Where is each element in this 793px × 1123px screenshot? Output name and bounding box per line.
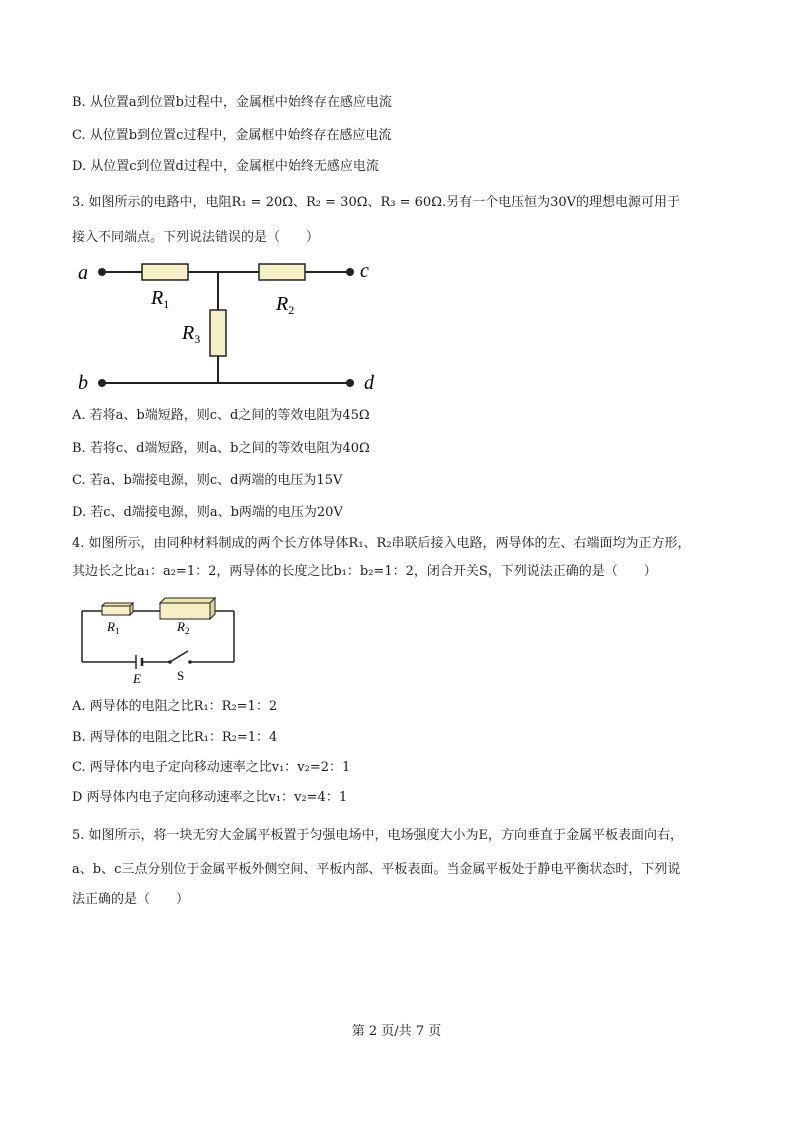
q4-label-s: S [177, 668, 185, 683]
q3-circuit-diagram [72, 255, 392, 395]
q4-switch-blade [170, 651, 188, 662]
q3-option-c: C. 若a、b端接电源，则c、d两端的电压为15V [72, 473, 343, 488]
q3-label-d: d [364, 372, 374, 394]
q4-stem-line2: 其边长之比a₁：a₂=1：2，两导体的长度之比b₁：b₂=1：2，闭合开关S，下列说法正确的是（ ） [72, 564, 657, 579]
q4-option-b: B. 两导体的电阻之比R₁：R₂=1：4 [72, 730, 278, 745]
q4-switch-contact [188, 660, 192, 664]
q3-stem-line2: 接入不同端点。下列说法错误的是（ ） [72, 230, 320, 245]
q2-option-b: B. 从位置a到位置b过程中，金属框中始终存在感应电流 [72, 95, 392, 110]
q3-label-a: a [78, 262, 88, 284]
q3-resistor-r2 [259, 264, 305, 280]
q4-option-c: C. 两导体内电子定向移动速率之比v₁：v₂=2：1 [72, 760, 351, 775]
q3-option-b: B. 若将c、d端短路，则a、b之间的等效电阻为40Ω [72, 441, 370, 456]
q5-stem-line2: a、b、c三点分别位于金属平板外侧空间、平板内部、平板表面。当金属平板处于静电平衡状态时，下列说 [72, 862, 681, 877]
q4-conductor-r2-top [160, 598, 215, 603]
q3-terminal-a-dot [98, 268, 106, 276]
q4-stem-line1: 4. 如图所示，由同种材料制成的两个长方体导体R₁、R₂串联后接入电路，两导体的左、右端面均为正方形， [72, 536, 691, 551]
q2-option-c: C. 从位置b到位置c过程中，金属框中始终存在感应电流 [72, 128, 392, 143]
q3-stem-line1: 3. 如图所示的电路中，电阻R₁ = 20Ω、R₂ = 30Ω、R₃ = 60Ω.另有一个电压恒为30V的理想电源可用于 [72, 195, 681, 210]
q3-label-r1: $R_1$ [151, 287, 170, 311]
q3-label-c: c [360, 260, 369, 282]
q4-label-e: E [133, 671, 141, 686]
q3-label-b: b [78, 372, 88, 394]
q3-label-r3: $R_3$ [182, 322, 201, 346]
q4-label-r1: $R_1$ [107, 619, 120, 636]
q4-label-r2: $R_2$ [177, 619, 190, 636]
q3-option-a: A. 若将a、b端短路，则c、d之间的等效电阻为45Ω [72, 408, 370, 423]
q3-resistor-r3 [210, 310, 226, 356]
q5-stem-line3: 法正确的是（ ） [72, 892, 190, 907]
q3-label-r2: $R_2$ [276, 293, 295, 317]
q3-terminal-c-dot [346, 268, 354, 276]
q4-option-d: D 两导体内电子定向移动速率之比v₁：v₂=4：1 [72, 790, 348, 805]
page-footer: 第 2 页/共 7 页 [351, 1024, 442, 1039]
q2-option-d: D. 从位置c到位置d过程中，金属框中始终无感应电流 [72, 159, 379, 174]
q3-terminal-b-dot [98, 379, 106, 387]
q5-stem-line1: 5. 如图所示，将一块无穷大金属平板置于匀强电场中，电场强度大小为E，方向垂直于金属平板表面向右， [72, 828, 684, 843]
q3-resistor-r1 [142, 264, 188, 280]
q4-conductor-r1 [102, 606, 130, 615]
q4-circuit-diagram [78, 595, 253, 690]
q4-conductor-r1-top [102, 603, 133, 606]
q3-terminal-d-dot [346, 379, 354, 387]
q4-option-a: A. 两导体的电阻之比R₁：R₂=1：2 [72, 699, 278, 714]
q4-conductor-r2 [160, 603, 210, 619]
q3-option-d: D. 若c、d端接电源，则a、b两端的电压为20V [72, 505, 343, 520]
